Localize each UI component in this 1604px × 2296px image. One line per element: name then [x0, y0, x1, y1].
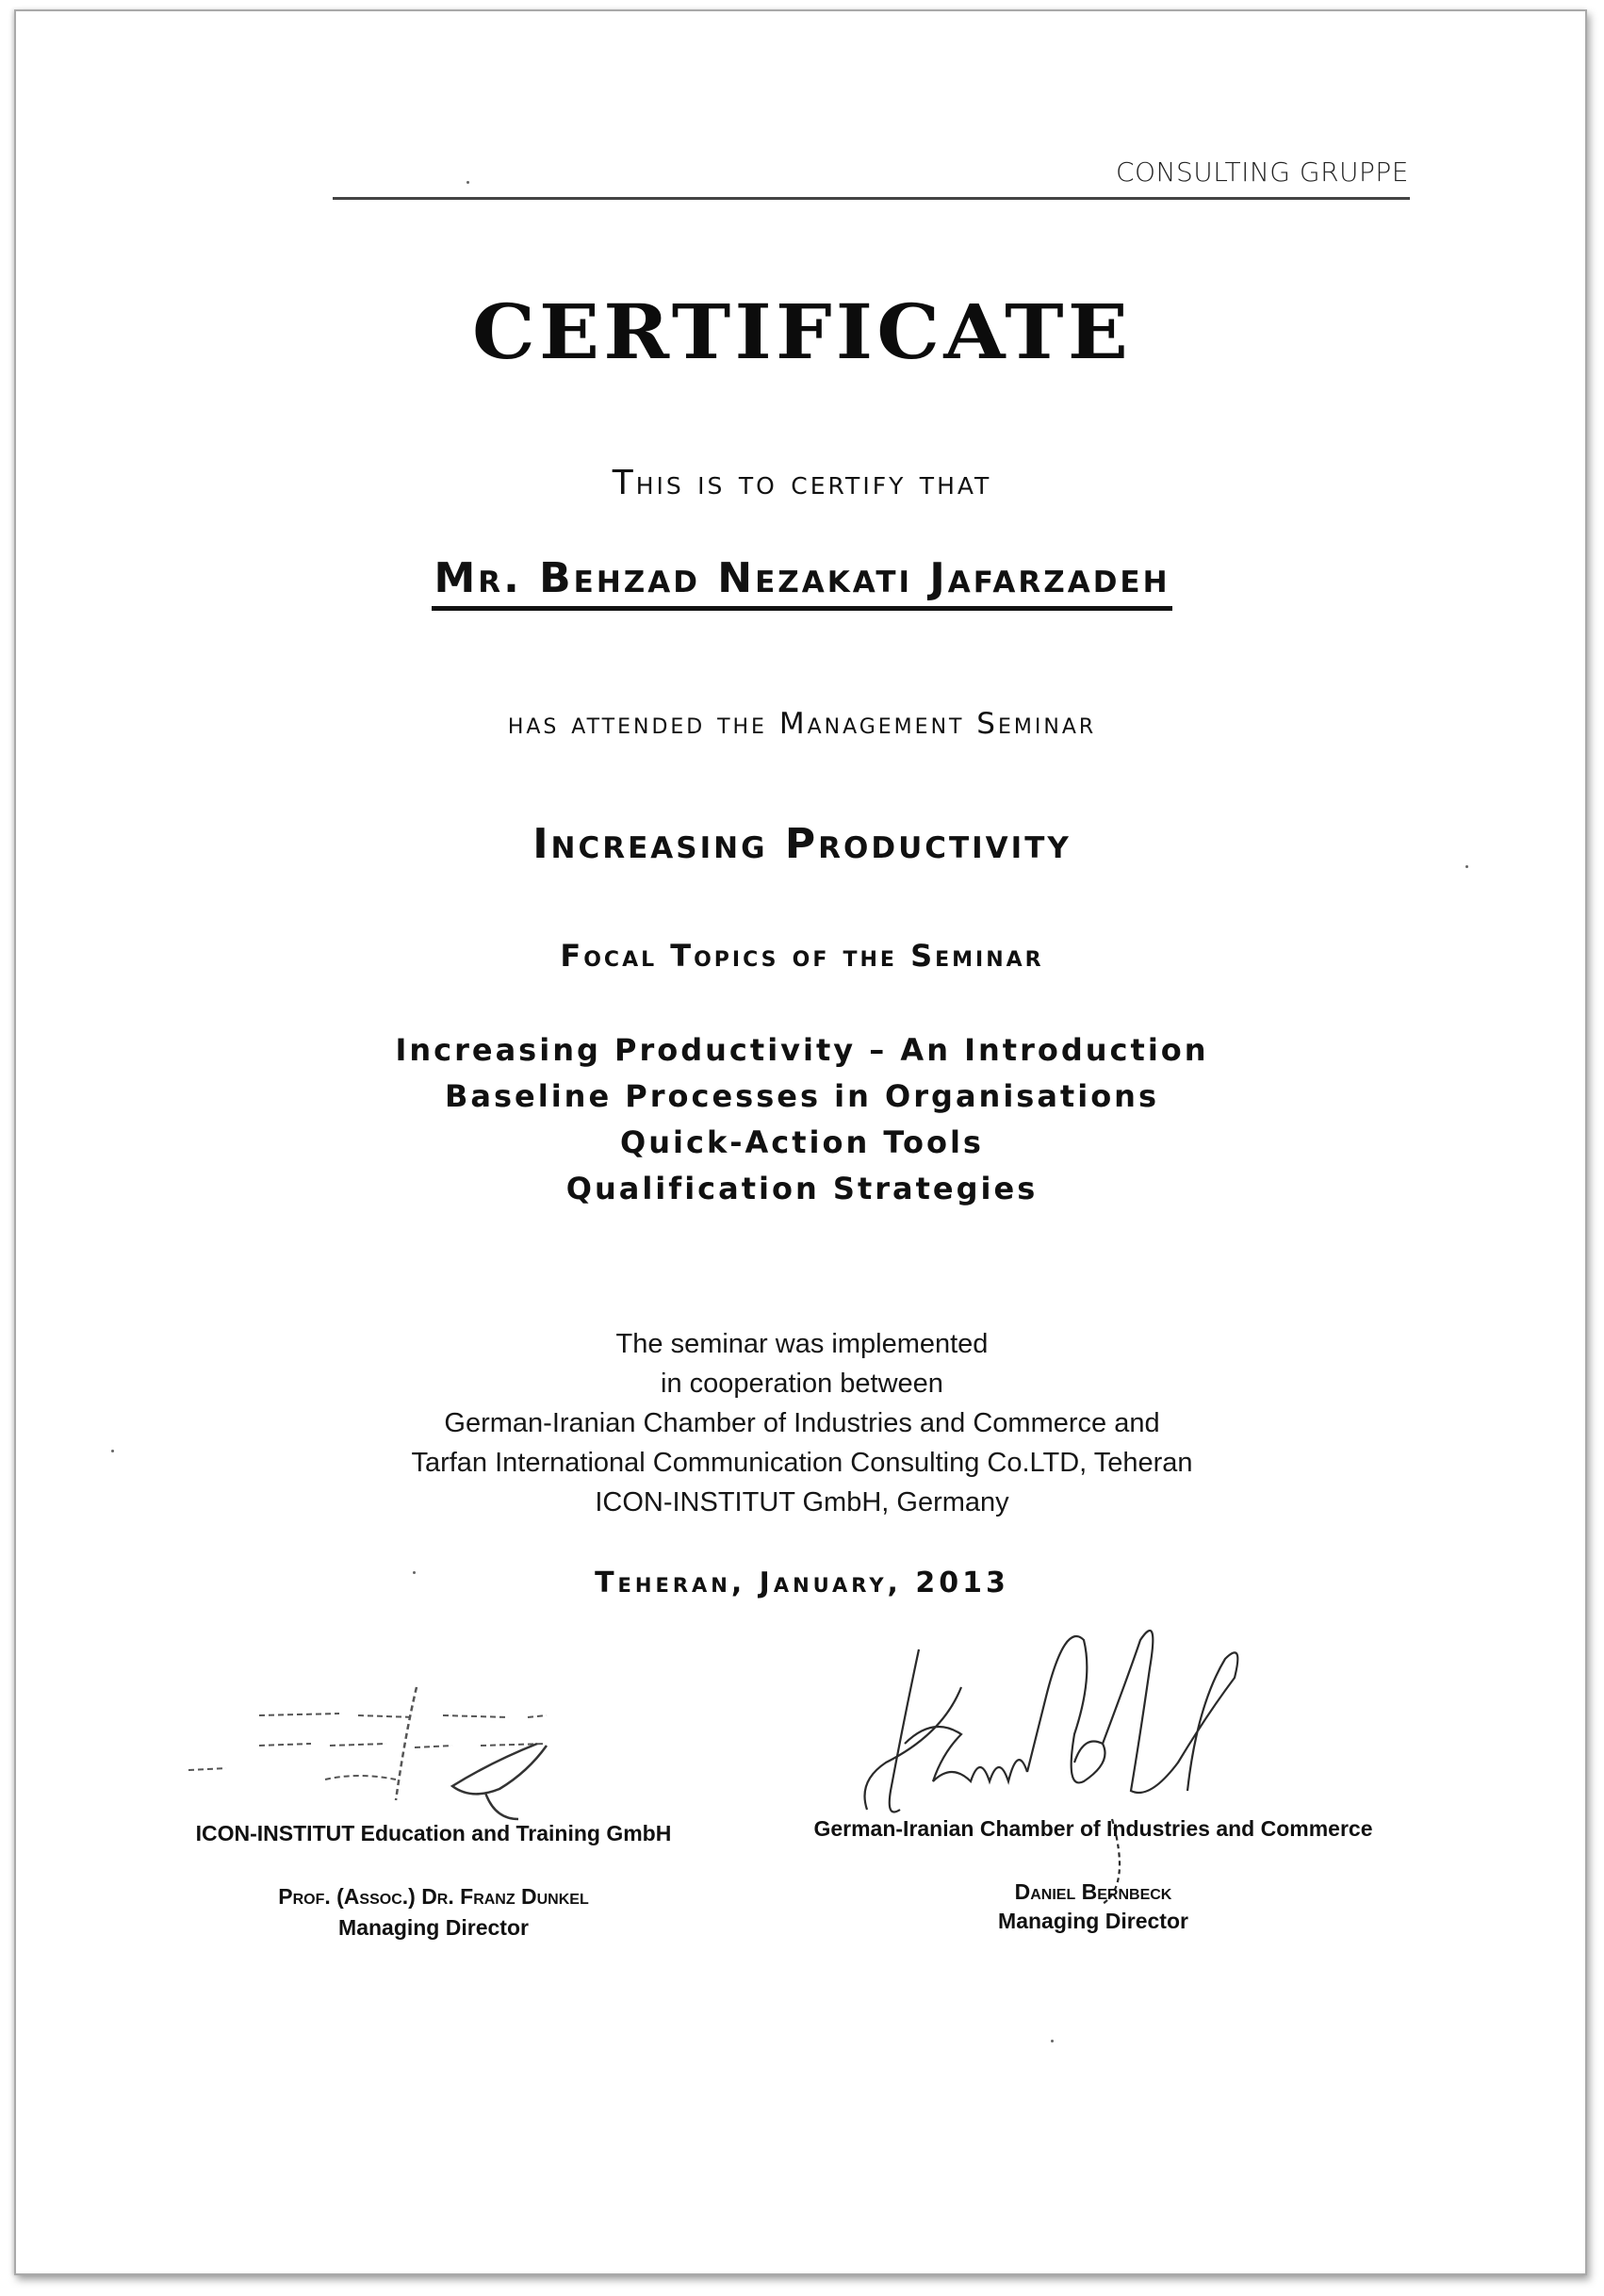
- cooperation-statement: [0, 1324, 1604, 1522]
- seminar-title: Increasing Productivity: [532, 820, 1072, 868]
- header-rule: [333, 197, 1410, 200]
- certify-intro-text: This is to certify that: [612, 464, 992, 502]
- signatory-role: Managing Director: [998, 1909, 1188, 1933]
- header-brand: CONSULTING GRUPPE: [1115, 156, 1409, 188]
- cooperation-line: Tarfan International Communication Consulting Co.LTD, Teheran: [411, 1448, 1193, 1478]
- topic-item: Qualification Strategies: [565, 1171, 1039, 1206]
- topic-item: Increasing Productivity – An Introduction: [395, 1032, 1209, 1068]
- scan-speck: [1465, 865, 1468, 868]
- recipient-name: Mr. Behzad Nezakati Jafarzadeh: [432, 554, 1171, 611]
- signatory-name: Daniel Bernbeck: [1014, 1879, 1172, 1904]
- scan-speck: [1051, 2040, 1054, 2042]
- scan-speck: [466, 181, 469, 184]
- cooperation-line: ICON-INSTITUT GmbH, Germany: [595, 1487, 1009, 1517]
- signatory-organization: ICON-INSTITUT Education and Training GmbH: [195, 1821, 672, 1845]
- cooperation-line: The seminar was implemented: [615, 1329, 989, 1359]
- certify-intro: [0, 464, 1604, 502]
- signature-block-left: [141, 1678, 726, 1941]
- topics-list: [0, 1027, 1604, 1212]
- signatory-name: Prof. (Assoc.) Dr. Franz Dunkel: [278, 1884, 589, 1909]
- place-date: Teheran, January, 2013: [595, 1566, 1009, 1599]
- scan-speck: [413, 1571, 416, 1574]
- focal-topics-heading: Focal Topics of the Seminar: [560, 938, 1044, 974]
- signature-block-right: [782, 1602, 1404, 1934]
- signatory-organization: German-Iranian Chamber of Industries and Commerce: [813, 1816, 1373, 1841]
- topic-item: Baseline Processes in Organisations: [444, 1078, 1159, 1114]
- scan-speck: [111, 1450, 114, 1452]
- signatory-role: Managing Director: [338, 1915, 529, 1940]
- recipient-row: [0, 554, 1604, 611]
- certificate-title: CERTIFICATE: [471, 287, 1133, 376]
- cooperation-line: in cooperation between: [661, 1369, 943, 1399]
- cooperation-line: German-Iranian Chamber of Industries and Commerce and: [444, 1408, 1160, 1438]
- topic-item: Quick-Action Tools: [620, 1124, 984, 1160]
- attended-statement: has attended the Management Seminar: [507, 707, 1097, 741]
